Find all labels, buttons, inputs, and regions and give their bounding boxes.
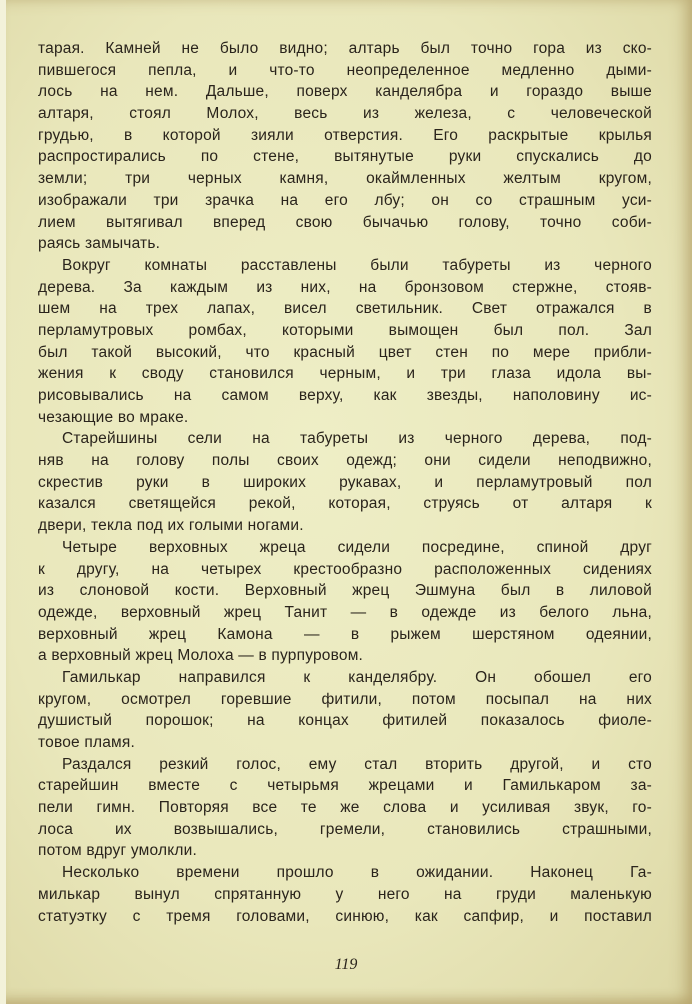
text-line: перламутровых ромбах, которыми вымощен был пол. Зал [38,321,652,339]
text-line: скрестив руки в широких рукавах, и перламутровый пол [38,473,652,491]
text-line: двери, текла под их голыми ногами. [38,517,304,535]
text-line: няв на голову полы своих одежд; они сидели неподвижно, [38,452,652,470]
text-line: земли; три черных камня, окаймленных желтым кругом, [38,170,652,188]
text-line: к другу, на четырех крестообразно расположенных сидениях [38,560,652,578]
text-line: грудью, в которой зияли отверстия. Его раскрытые крылья [38,126,652,144]
body-text [38,38,652,927]
text-line: лием вытягивал вперед свою бычачью голову, точно соби- [38,213,652,231]
text-line: Четыре верховных жреца сидели посредине, спиной друг [62,538,652,556]
text-line: рисовывались на самом верху, как звезды, наполовину ис- [38,387,652,404]
text-line: из слоновой кости. Верховный жрец Эшмуна был в лиловой [38,582,652,600]
text-line: распростирались по стене, вытянутые руки спускались до [38,148,652,166]
text-line: Вокруг комнаты расставлены были табуреты из черного [62,256,652,274]
text-line: статуэтку с тремя головами, синюю, как сапфир, и поставил [38,907,652,925]
text-line: Гамилькар направился к канделябру. Он обошел его [62,668,652,686]
paragraph [38,667,652,754]
paragraph [38,537,652,667]
text-line: дерева. За каждым из них, на бронзовом стержне, стояв- [38,278,652,296]
text-line: милькар вынул спрятанную у него на груди маленькую [38,885,652,903]
paragraph [38,255,652,429]
text-line: изображали три зрачка на его лбу; он со страшным уси- [38,191,652,209]
text-line: казался светящейся рекой, которая, струясь от алтаря к [38,495,652,513]
text-line: раясь замычать. [38,235,161,253]
text-line: а верховный жрец Молоха — в пурпуровом. [38,647,364,665]
text-line: шем на трех лапах, висел светильник. Свет отражался в [38,300,652,318]
text-line: пели гимн. Повторяя все те же слова и усиливая звук, го- [38,799,652,817]
text-line: чезающие во мраке. [38,408,189,426]
text-line: душистый порошок; на концах фитилей показалось фиоле- [38,712,652,730]
text-line: потом вдруг умолкли. [38,842,197,860]
text-line: лось на нем. Дальше, поверх канделябра и гораздо выше [38,83,652,101]
text-line: жения к своду становился черным, и три глаза идола вы- [38,365,652,383]
paragraph [38,428,652,536]
text-line: был такой высокий, что красный цвет стен по мере прибли- [38,343,652,361]
paragraph [38,862,652,927]
text-line: старейшин вместе с четырьмя жрецами и Гамилькаром за- [38,777,652,795]
text-line: одежде, верховный жрец Танит — в одежде из белого льна, [38,603,652,621]
text-line: Старейшины сели на табуреты из черного дерева, под- [62,430,652,448]
paragraph [38,754,652,862]
text-line: пившегося пепла, и что-то неопределенное медленно дыми- [38,61,652,79]
text-line: Несколько времени прошло в ожидании. Наконец Га- [62,864,652,882]
page-edge [0,0,6,1004]
text-line: тарая. Камней не было видно; алтарь был точно гора из ско- [38,40,652,57]
text-line: кругом, осмотрел горевшие фитили, потом посыпал на них [38,690,652,708]
text-line: верховный жрец Камона — в рыжем шерстяном одеянии, [38,625,652,643]
text-line: лоса их возвышались, гремели, становились страшными, [38,820,652,838]
text-line: алтаря, стоял Молох, весь из железа, с человеческой [38,105,652,123]
page-number: 119 [334,956,358,973]
paragraph [38,38,652,255]
text-line: Раздался резкий голос, ему стал вторить другой, и сто [62,755,652,773]
text-line: товое пламя. [38,734,135,751]
